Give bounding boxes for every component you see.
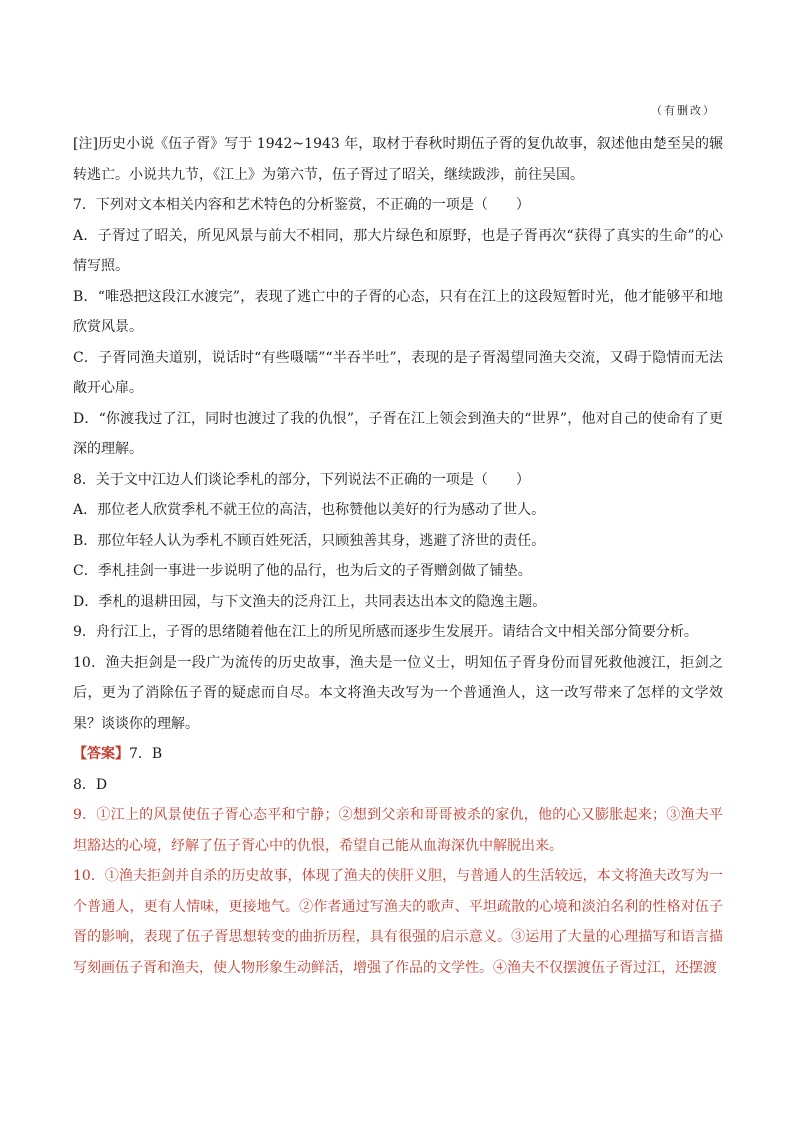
answer-10: 10．①渔夫拒剑并自杀的历史故事，体现了渔夫的侠肝义胆，与普通人的生活较远，本文将渔夫改写为一个普通人，更有人情味，更接地气。②作者通过写渔夫的歌声、平坦疏散的心境和淡泊名利的性格对伍子胥的影响，表现了伍子胥思想转变的曲折历程，具有很强的启示意义。③运用了大量的心理描写和语言描写刻画伍子胥和渔夫，使人物形象生动鲜活，增强了作品的文学性。④渔夫不仅摆渡伍子胥过江，还摆渡 bbox=[73, 868, 723, 976]
question-7-option-c: C．子胥同渔夫道别，说话时“有些嗫嚅”“半吞半吐”，表现的是子胥渴望同渔夫交流，又碍于隐情而无法敞开心扉。 bbox=[73, 349, 723, 396]
question-7-option-d: D．“你渡我过了江，同时也渡过了我的仇恨”，子胥在江上领会到渔夫的“世界”，他对自己的使命有了更深的理解。 bbox=[73, 410, 723, 457]
question-8-option-b: B．那位年轻人认为季札不顾百姓死活，只顾独善其身，逃避了济世的责任。 bbox=[73, 532, 546, 549]
question-8-stem: 8．关于文中江边人们谈论季札的部分，下列说法不正确的一项是（ ） bbox=[73, 471, 530, 488]
answer-line bbox=[73, 739, 723, 770]
document-body bbox=[73, 129, 723, 983]
source-note: （有删改） bbox=[651, 104, 716, 117]
answer-7: 7．B bbox=[129, 746, 163, 762]
answer-9: 9．①江上的风景使伍子胥心态平和宁静；②想到父亲和哥哥被杀的家仇，他的心又膨胀起来；③渔夫平坦豁达的心境，纾解了伍子胥心中的仇恨，希望自己能从血海深仇中解脱出来。 bbox=[73, 807, 723, 854]
question-8-option-a: A．那位老人欣赏季札不就王位的高洁，也称赞他以美好的行为感动了世人。 bbox=[73, 502, 546, 518]
annotation-note: [注]历史小说《伍子胥》写于 1942~1943 年，取材于春秋时期伍子胥的复仇故事，叙述他由楚至吴的辗转逃亡。小说共九节，《江上》为第六节，伍子胥过了昭关，继续跋涉，前往吴国。 bbox=[73, 136, 723, 183]
question-10-stem: 10．渔夫拒剑是一段广为流传的历史故事，渔夫是一位义士，明知伍子胥身份而冒死救他渡江，拒剑之后，更为了消除伍子胥的疑虑而自尽。本文将渔夫改写为一个普通渔人，这一改写带来了怎样的文学效果？谈谈你的理解。 bbox=[73, 654, 723, 732]
question-9-stem: 9．舟行江上，子胥的思绪随着他在江上的所见所感而逐步生发展开。请结合文中相关部分简要分析。 bbox=[73, 624, 698, 640]
answer-label: 【答案】 bbox=[73, 746, 129, 762]
answer-8: 8．D bbox=[73, 776, 108, 793]
question-7-stem: 7．下列对文本相关内容和艺术特色的分析鉴赏，不正确的一项是（ ） bbox=[73, 197, 530, 213]
question-8-option-d: D．季札的退耕田园，与下文渔夫的泛舟江上，共同表达出本文的隐逸主题。 bbox=[73, 593, 547, 610]
question-7-option-a: A．子胥过了昭关，所见风景与前大不相同，那大片绿色和原野，也是子胥再次“获得了真实的生命”的心情写照。 bbox=[73, 227, 723, 274]
question-8-option-c: C．季札挂剑一事进一步说明了他的品行，也为后文的子胥赠剑做了铺垫。 bbox=[73, 563, 532, 579]
question-7-option-b: B．“唯恐把这段江水渡完”，表现了逃亡中的子胥的心态，只有在江上的这段短暂时光，他才能够平和地欣赏风景。 bbox=[73, 288, 723, 335]
